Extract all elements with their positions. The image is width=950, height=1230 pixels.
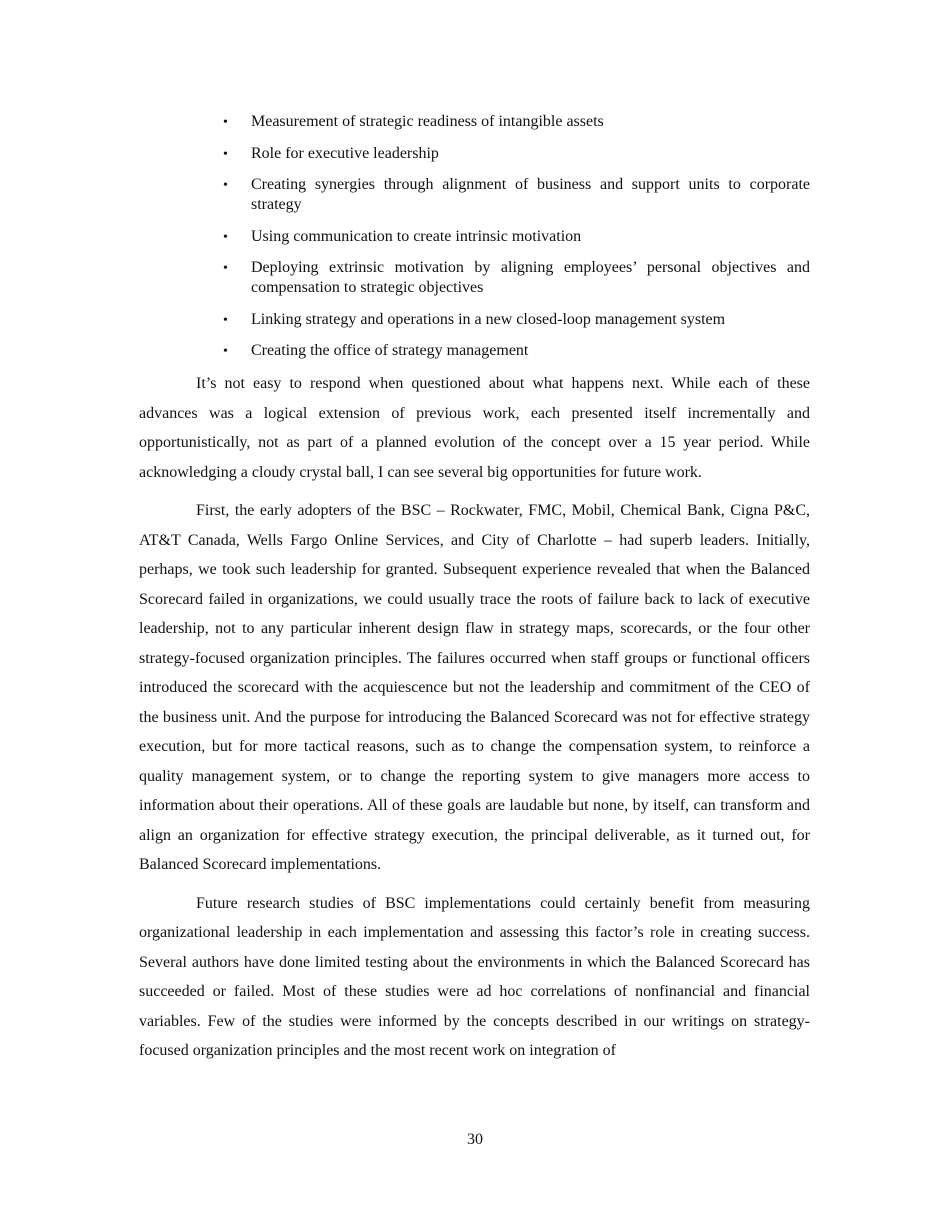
paragraph-next-steps: It’s not easy to respond when questioned about what happens next. While each of these advances was a logical extension of previous work, each presented itself incrementally and opportunistically, not as part of a planned evolution of the concept over a 15 year period. While acknowledging a cloudy crystal ball, I can see several big opportunities for future work.: [139, 375, 810, 481]
paragraph-early-adopters: First, the early adopters of the BSC – Rockwater, FMC, Mobil, Chemical Bank, Cigna P&C, AT&T Canada, Wells Fargo Online Services, and City of Charlotte – had superb leaders. Initially, perhaps, we took such leadership for granted. Subsequent experience revealed that when the Balanced Scorecard failed in organizations, we could usually trace the roots of failure back to lack of executive leadership, not to any particular inherent design flaw in strategy maps, scorecards, or the four other strategy-focused organization principles. The failures occurred when staff groups or functional officers introduced the scorecard with the acquiescence but not the leadership and commitment of the CEO of the business unit. And the purpose for introducing the Balanced Scorecard was not for effective strategy execution, but for more tactical reasons, such as to change the compensation system, to reinforce a quality management system, or to change the reporting system to give managers more access to information about their operations. All of these goals are laudable but none, by itself, can transform and align an organization for effective strategy execution, the principal deliverable, as it turned out, for Balanced Scorecard implementations.: [139, 502, 810, 873]
bullet-list: [218, 112, 810, 373]
bullet-item: [218, 227, 810, 247]
body-text: [139, 369, 810, 1075]
bullet-text: Creating synergies through alignment of business and support units to corporate strategy: [251, 176, 810, 213]
bullet-text: Linking strategy and operations in a new closed-loop management system: [251, 310, 726, 328]
bullet-dot-icon: •: [223, 344, 228, 359]
bullet-text: Deploying extrinsic motivation by aligning employees’ personal objectives and compensation to strategic objectives: [251, 259, 810, 296]
bullet-item: [218, 175, 810, 215]
bullet-item: [218, 341, 810, 361]
bullet-item: [218, 310, 810, 330]
page-number: 30: [467, 1131, 483, 1148]
bullet-text: Creating the office of strategy management: [251, 342, 529, 359]
paragraph-future-research: Future research studies of BSC implementations could certainly benefit from measuring organizational leadership in each implementation and assessing this factor’s role in creating success. Several authors have done limited testing about the environments in which the Balanced Scorecard has succeeded or failed. Most of these studies were ad hoc correlations of nonfinancial and financial variables. Few of the studies were informed by the concepts described in our writings on strategy-focused organization principles and the most recent work on integration of: [139, 894, 810, 1059]
bullet-item: [218, 112, 810, 132]
bullet-dot-icon: •: [223, 261, 228, 276]
bullet-dot-icon: •: [223, 312, 228, 328]
bullet-item: [218, 258, 810, 298]
bullet-text: Using communication to create intrinsic motivation: [251, 227, 582, 245]
bullet-dot-icon: •: [223, 229, 228, 245]
bullet-dot-icon: •: [223, 115, 228, 130]
bullet-text: Measurement of strategic readiness of intangible assets: [251, 113, 604, 130]
bullet-dot-icon: •: [223, 178, 228, 193]
bullet-text: Role for executive leadership: [251, 144, 439, 162]
bullet-item: [218, 144, 810, 164]
bullet-dot-icon: •: [223, 146, 228, 162]
